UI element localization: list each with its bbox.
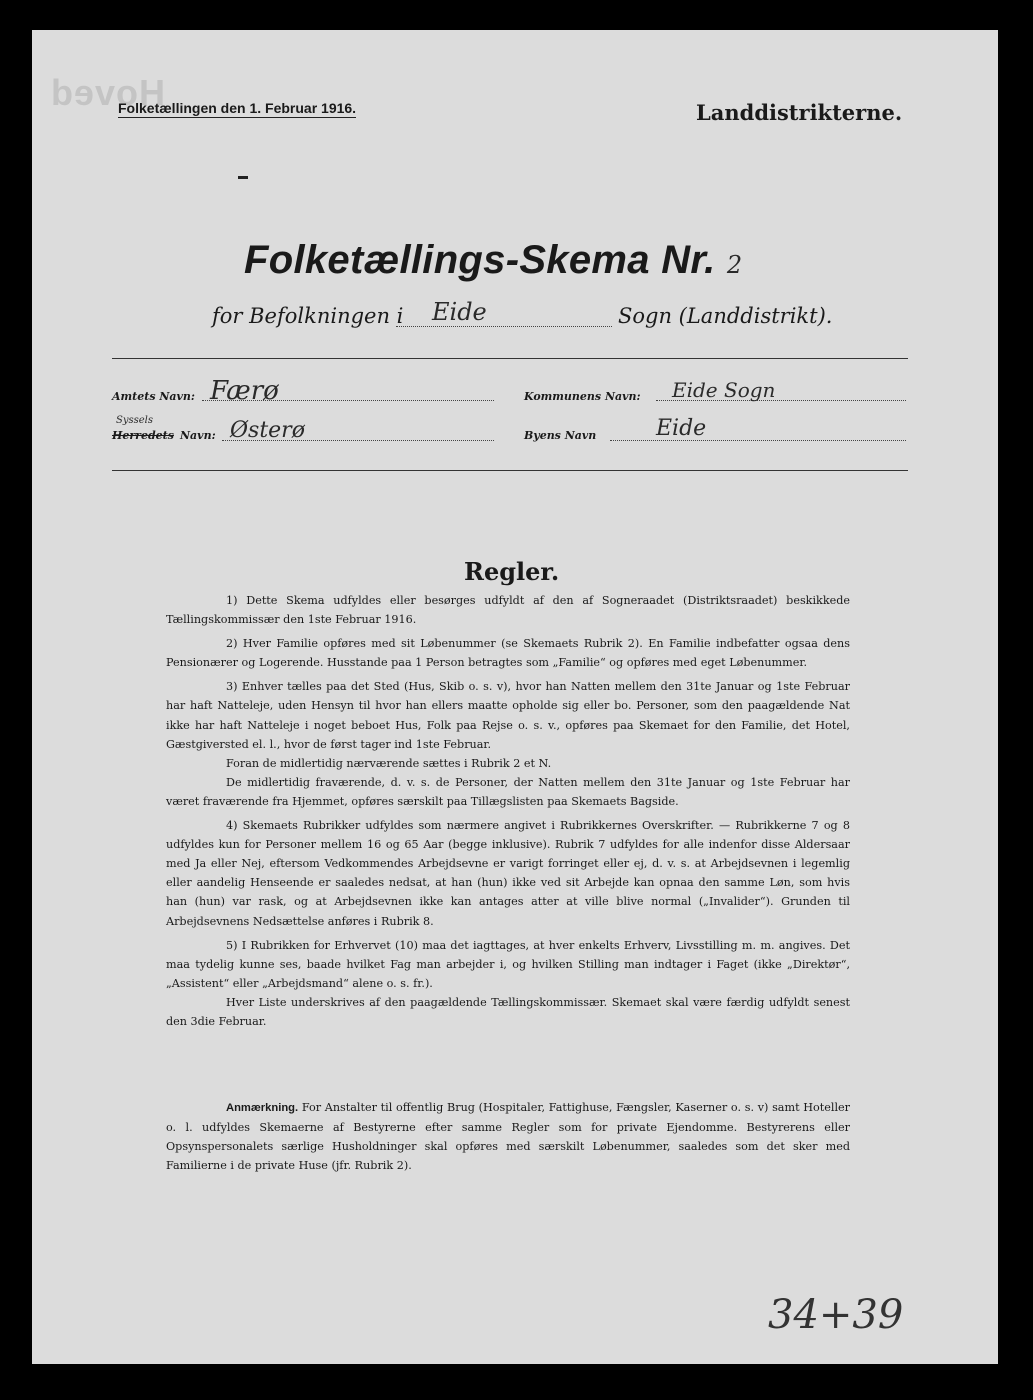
rule-paragraph — [166, 993, 850, 1031]
parish-value: Eide — [432, 298, 487, 326]
census-date-header: Folketællingen den 1. Februar 1916. — [118, 100, 357, 116]
rule-text: Hver Liste underskrives af den paagældende Tællingskommissær. Skemaet skal være færdig udfyldt senest den 3die Februar. — [166, 995, 850, 1028]
herred-suffix: Navn: — [180, 429, 216, 442]
herred-overwrite: Syssels — [116, 415, 154, 426]
top-divider — [112, 358, 908, 359]
district-type-header: Landdistrikterne. — [696, 100, 903, 125]
rule-text: 4) Skemaets Rubrikker udfyldes som nærmere angivet i Rubrikkernes Overskrifter. — Rubrikkerne 7 og 8 udfyldes kun for Personer mellem 16 og 65 Aar (begge inklusive). Rubrik 7 udfyldes for alle indenfor disse Aldersaar med Ja eller Nej, eftersom Vedkommendes Arbejdsevne er varigt forringet eller ej, d. v. s. at Arbejdsevnen i legemlig eller aandelig Henseende er saaledes nedsat, at han (hun) ikke ved sit Arbejde kan opnaa den samme Løn, som hvis han (hun) var rask, og at Arbejdsevnen ikke kan antages atter at ville blive normal („Invalider“). Grunden til Arbejdsevnens Nedsættelse anføres i Rubrik 8. — [166, 819, 850, 928]
form-number: 2 — [726, 251, 743, 279]
census-form-page — [32, 30, 998, 1364]
form-title — [244, 238, 743, 283]
corner-handwritten-note: 34+39 — [768, 1292, 904, 1338]
note-text: For Anstalter til offentlig Brug (Hospitaler, Fattighuse, Fængsler, Kaserner o. s. v) samt Hoteller o. l. udfyldes Skemaerne af Bestyrerne efter samme Regler som for private Ejendomme. Bestyrerens eller Opsynspersonalets særlige Husholdninger skal opføres med særskilt Løbenummer, saaledes som det sker med Familierne i de private Huse (jfr. Rubrik 2). — [166, 1101, 851, 1173]
by-value: Eide — [656, 416, 707, 441]
rule-paragraph — [166, 677, 850, 753]
herred-value: Østerø — [230, 418, 305, 443]
by-label: Byens Navn — [524, 429, 597, 442]
form-title-text: Folketællings-Skema Nr. — [244, 238, 716, 282]
rule-text: De midlertidig fraværende, d. v. s. de Personer, der Natten mellem den 31te Januar og 1ste Februar har været fraværende fra Hjemmet, opføres særskilt paa Tillægslisten paa Skemaets Bagside. — [166, 775, 850, 808]
note-label: Anmærkning. — [226, 1102, 299, 1114]
kommune-value: Eide Sogn — [672, 378, 776, 402]
subtitle-prefix: for Befolkningen i — [212, 304, 404, 328]
ink-mark — [238, 176, 248, 179]
rules-heading: Regler. — [464, 557, 560, 586]
rules-body — [166, 591, 850, 1036]
rule-paragraph — [166, 773, 850, 811]
rule-text: 3) Enhver tælles paa det Sted (Hus, Skib o. s. v), hvor han Natten mellem den 31te Januar og 1ste Februar har haft Natteleje, uden Hensyn til hvor han ellers maatte opholde sig eller bo. Personer, som den paagældende Nat ikke har haft Natteleje i noget beboet Hus, Folk paa Rejse o. s. v., opføres paa Skemaet for den Familie, det Hotel, Gæstgiversted el. l., hvor de først tager ind 1ste Februar. — [166, 680, 850, 751]
amt-value: Færø — [210, 376, 279, 406]
rule-paragraph — [166, 816, 850, 931]
rule-text: 1) Dette Skema udfyldes eller besørges udfyldt af den af Sogneraadet (Distriktsraadet) beskikkede Tællingskommissær den 1ste Februar 1916. — [166, 594, 850, 627]
rule-text: 5) I Rubrikken for Erhvervet (10) maa det iagttages, at hver enkelts Erhverv, Livsstilling m. m. angives. Det maa tydelig kunne ses, baade hvilket Fag man arbejder i, og hvilken Stilling man indtager i Faget (ikke „Direktør“, „Assistent“ eller „Arbejdsmand“ alene o. s. fr.). — [166, 938, 850, 990]
amt-label: Amtets Navn: — [112, 390, 195, 403]
rule-text: 2) Hver Familie opføres med sit Løbenummer (se Skemaets Rubrik 2). En Familie indbefatter ogsaa dens Pensionærer og Logerende. Husstande paa 1 Person betragtes som „Familie“ og opføres med eget Løbenummer. — [166, 637, 850, 670]
rule-paragraph — [166, 936, 850, 993]
kommune-label: Kommunens Navn: — [524, 390, 641, 403]
parish-field-line — [396, 326, 612, 327]
faint-stamp: Hoved — [50, 72, 166, 113]
rule-paragraph — [166, 754, 850, 773]
herred-label: Herredets — [112, 429, 174, 442]
by-field-line — [610, 440, 906, 441]
rule-text: Foran de midlertidig nærværende sættes i Rubrik 2 et N. — [226, 756, 552, 770]
rule-paragraph — [166, 634, 850, 672]
subtitle-suffix: Sogn (Landdistrikt). — [618, 304, 833, 328]
annotation-note — [166, 1098, 850, 1175]
rule-paragraph — [166, 591, 850, 629]
bottom-divider — [112, 470, 908, 471]
